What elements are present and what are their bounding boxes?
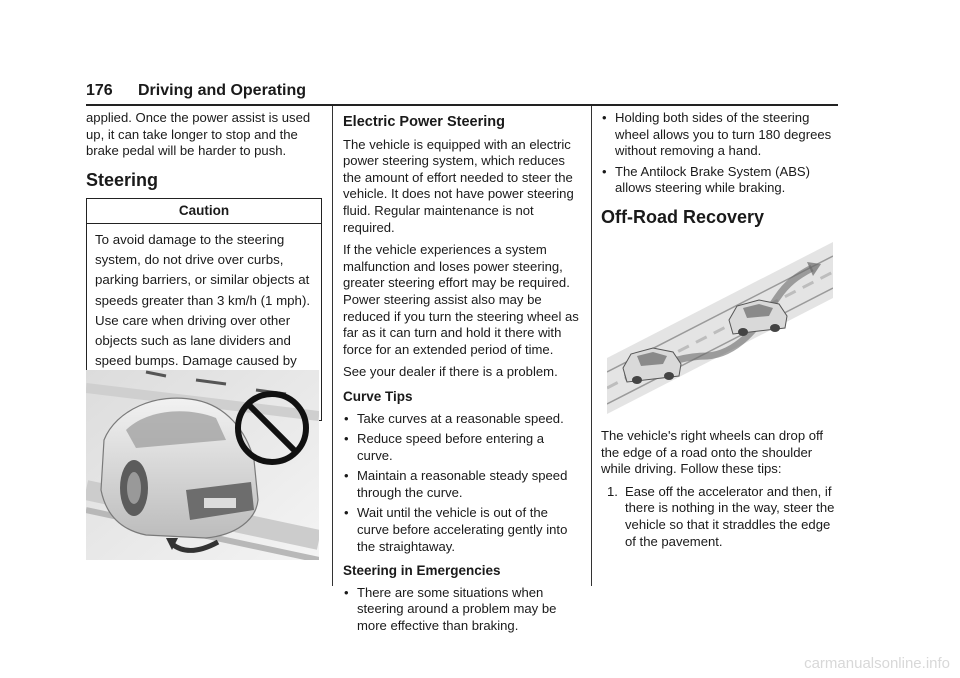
curve-tips-list (343, 411, 579, 556)
bullet-icon: • (344, 431, 349, 447)
bullet-icon: • (602, 110, 607, 125)
emergencies-heading: Steering in Emergencies (343, 563, 501, 579)
bullet-icon: • (344, 505, 349, 521)
bullet-icon: • (344, 584, 349, 600)
off-road-paragraph: The vehicle's right wheels can drop off the edge of a road onto the shoulder while driving. Follow these tips: (601, 428, 824, 477)
column-right (601, 110, 838, 236)
emergencies-list-continued (601, 110, 838, 197)
off-road-recovery-heading: Off-Road Recovery (601, 206, 765, 227)
curb-warning-illustration (86, 370, 319, 560)
eps-paragraph-1: The vehicle is equipped with an electric power steering system, which reduces the amount of effort needed to steer the vehicle. It does not have power steering fluid. Regular maintenance is not required. (343, 136, 574, 235)
off-road-steps (601, 484, 838, 550)
intro-paragraph: applied. Once the power assist is used up, it can take longer to stop and the brake pedal will be harder to push. (86, 110, 311, 159)
off-road-recovery-text (601, 428, 838, 550)
caution-text: To avoid damage to the steering system, do not drive over curbs, parking barriers, or similar objects at speeds greater than 3 km/h (1 mph). Use care when driving over other objects such as lane dividers and speed bumps. Damage caused by (95, 231, 311, 369)
list-item (601, 484, 838, 550)
eps-paragraph-3: See your dealer if there is a problem. (343, 364, 558, 380)
column-middle (343, 110, 579, 639)
list-item: • Maintain a reasonable steady speed through the curve. (344, 468, 568, 500)
step-number: 1. (607, 483, 618, 499)
column-divider (591, 106, 592, 586)
list-item: • Take curves at a reasonable speed. (344, 410, 564, 426)
emergencies-list (343, 585, 579, 635)
eps-paragraph-2: If the vehicle experiences a system malfunction and loses power steering, greater steering effort may be required. Power steering assist also may be reduced if you turn the steering wheel as far as it can turn and hold it there with force for an extended period of time. (343, 242, 579, 357)
bullet-icon: • (344, 410, 349, 426)
eps-heading: Electric Power Steering (343, 114, 505, 130)
caution-title: Caution (87, 199, 321, 224)
bullet-icon: • (602, 163, 607, 179)
watermark: carmanualsonline.info (804, 655, 950, 672)
page-number: 176 (86, 82, 113, 99)
bullet-icon: • (344, 468, 349, 484)
list-item: • Reduce speed before entering a curve. (344, 431, 545, 463)
off-road-recovery-illustration (607, 238, 833, 414)
list-item: • Wait until the vehicle is out of the curve before accelerating gently into the straightaway. (344, 505, 568, 554)
section-title: Driving and Operating (138, 82, 307, 99)
steering-heading: Steering (86, 169, 159, 190)
list-item: • There are some situations when steering around a problem may be more effective than braking. (344, 584, 557, 634)
column-divider (332, 106, 333, 586)
curve-tips-heading: Curve Tips (343, 388, 413, 404)
list-item: • Holding both sides of the steering wheel allows you to turn 180 degrees without removing a hand. (602, 110, 832, 159)
step-text: Ease off the accelerator and then, if there is nothing in the way, steer the vehicle so that it straddles the edge of the pavement. (625, 483, 835, 549)
page-header (86, 82, 838, 106)
list-item: • The Antilock Brake System (ABS) allows steering while braking. (602, 163, 811, 196)
